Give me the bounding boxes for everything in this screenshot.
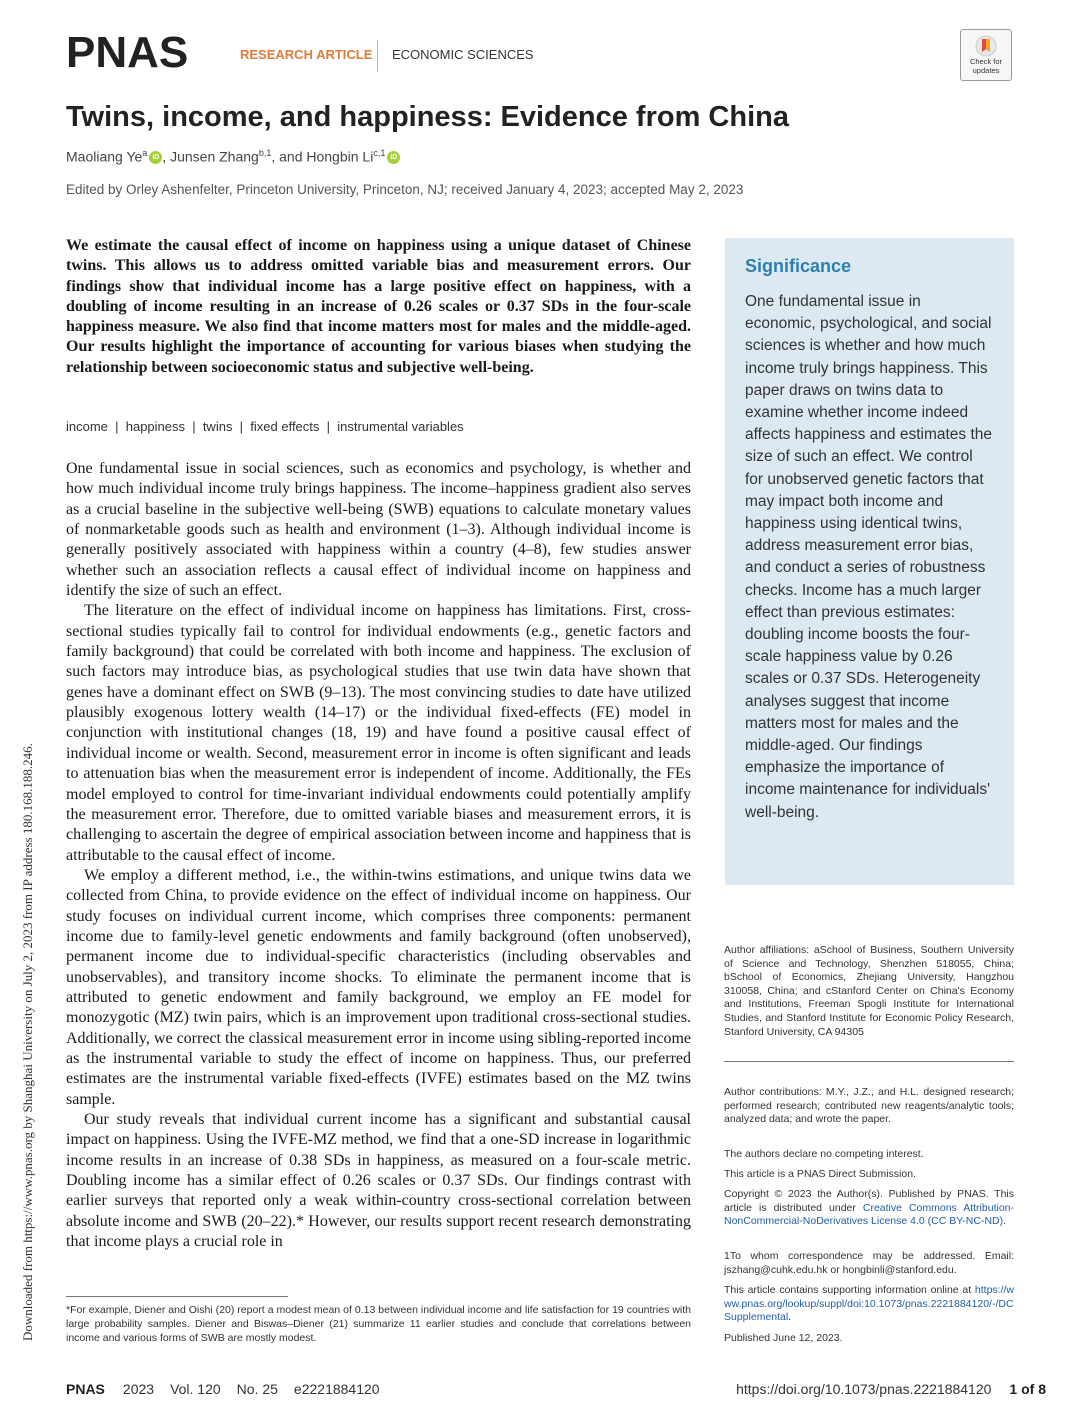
badge-line-1: Check for: [969, 57, 1003, 66]
footer-doi-page: [700, 1381, 1046, 1397]
footer-journal: PNAS: [66, 1381, 105, 1397]
header-divider: [377, 40, 378, 72]
journal-logo: PNAS: [66, 28, 189, 77]
footer-citation: [66, 1381, 396, 1397]
author-name[interactable]: Hongbin Li: [306, 148, 374, 165]
competing-interest: The authors declare no competing interest.: [724, 1148, 924, 1160]
copyright-end: .: [1003, 1215, 1007, 1228]
copyright-text: Copyright © 2023 the Author(s). Published by PNAS. This article is distributed under: [724, 1188, 1014, 1214]
body-paragraph: One fundamental issue in social sciences, such as economics and psychology, is whether and how much individual income truly brings happiness. The income–happiness gradient also serves as a crucial baseline in the subjective well-being (SWB) equations to calculate monetary values of nonmarketable goods such as health and environment (1–3). Although individual income is generally positively associated with happiness within a country (4–8), few studies answer whether such an association reflects a causal effect of individual income on happiness and identify the size of such an effect.: [66, 460, 691, 600]
page-number: 1 of 8: [1009, 1381, 1046, 1397]
author-name[interactable]: Junsen Zhang: [170, 148, 259, 165]
section-label: ECONOMIC SCIENCES: [392, 47, 534, 62]
footnote-divider: [66, 1296, 288, 1297]
author-affiliation-mark: b,1: [258, 148, 272, 158]
supporting-text: This article contains supporting information online at: [724, 1284, 975, 1296]
body-paragraph: Our study reveals that individual current income has a significant and substantial causal impact on happiness. Using the IVFE-MZ method, we find that a one-SD increase in logarithmic income results in an increase of 0.38 SDs in happiness, as measured on a four-scale metric. Doubling income has a similar effect of 0.26 scales or 0.37 SDs. Our findings contrast with earlier surveys that reported only a weak within-country cross-sectional correlation between absolute income and SWB (20–22).* However, our results support recent research demonstrating that income plays a crucial role in: [66, 1111, 691, 1251]
article-title: Twins, income, and happiness: Evidence from China: [66, 101, 789, 133]
significance-text: One fundamental issue in economic, psychological, and social sciences is whether and how much income truly brings happiness. This paper draws on twins data to examine whether income indeed affects happiness and estimates the size of such an effect. We control for unobserved genetic factors that may impact both income and happiness using identical twins, address measurement error bias, and conduct a series of robustness checks. Income has a much larger effect than previous estimates: doubling income boosts the four-scale happiness value by 0.26 scales or 0.37 SDs. Heterogeneity analyses suggest that income matters most for males and the middle-aged. Our findings emphasize the importance of income maintenance for individuals' well-being.: [745, 293, 993, 821]
author-list: [66, 148, 400, 165]
footer-year: 2023: [122, 1381, 155, 1397]
bookmark-icon: [973, 35, 999, 57]
orcid-icon[interactable]: iD: [387, 151, 400, 164]
editor-line: Edited by Orley Ashenfelter, Princeton University, Princeton, NJ; received January 4, 2023; accepted May 2, 2023: [66, 182, 744, 197]
download-watermark: Downloaded from https://www.pnas.org by Shanghai University on July 2, 2023 from IP address 180.168.188.246.: [20, 743, 35, 1341]
body-paragraph: The literature on the effect of individual income on happiness has limitations. First, cross-sectional studies typically fail to control for individual endowments (e.g., genetic factors and family background) that could be correlated with both income and happiness. The exclusion of such factors may introduce bias, as psychological studies that use twin data have shown that genes have a dominant effect on SWB (9–13). The most convincing studies to date have utilized plausibly exogenous lottery wealth (14–17) or the individual fixed-effects (FE) model in conjunction with institutional changes (18, 19) and have found a positive causal effect of individual income or wealth. Second, measurement error in income is often significant and leads to attenuation bias when the measurement error is independent of income. Additionally, the FEs model employed to control for time-invariant individual endowments could potentially amplify the measurement error. Therefore, due to omitted variable biases and measurement errors, it is challenging to ascertain the degree of empirical association between income and happiness that is attributable to the causal effect of income.: [66, 602, 691, 864]
copyright-notice: [724, 1188, 1014, 1229]
author-contributions: Author contributions: M.Y., J.Z., and H.L. designed research; performed research; contributed new reagents/analytic tools; analyzed data; and wrote the paper.: [724, 1086, 1014, 1126]
aside-divider: [724, 1061, 1014, 1062]
main-text: [66, 459, 691, 1252]
footnote: *For example, Diener and Oishi (20) report a modest mean of 0.13 between individual income and life satisfaction for 19 countries with large probability samples. Diener and Biswas–Diener (21) summarize 11 earlier studies and conclude that correlations between income and various forms of SWB are mostly modest.: [66, 1304, 691, 1344]
author-affiliations: Author affiliations: aSchool of Business, Southern University of Science and Technology, Shenzhen 518055, China; bSchool of Economics, Zhejiang University, Hangzhou 310058, China; and cStanford Center on China's Economy and Institutions, Freeman Spogli Institute for International Studies, and Stanford Institute for Economic Policy Research, Stanford University, CA 94305: [724, 944, 1014, 1038]
keywords: income | happiness | twins | fixed effects | instrumental variables: [66, 419, 464, 434]
supporting-end: .: [788, 1311, 792, 1324]
supporting-information: [724, 1284, 1014, 1325]
body-paragraph: We employ a different method, i.e., the within-twins estimations, and unique twins data we collected from China, to provide evidence on the effect of individual income on happiness. Our study focuses on individual current income, which comprises three components: permanent income due to family-level genetic endowments and family background (often unobserved), permanent income due to individual-specific characteristics (including observables and unobservables), and transitory income shocks. To eliminate the permanent income that is attributed to genetic endowment and family background, we employ an FE model for monozygotic (MZ) twin pairs, which is an improvement upon traditional cross-sectional studies. Additionally, we correct the classical measurement error in income using sibling-reported income as the instrumental variable to study the effect of income on happiness. Thus, our preferred estimates are the instrumental variable fixed-effects (IVFE) estimates based on the MZ twins sample.: [66, 866, 691, 1108]
footer-article-id: e2221884120: [293, 1381, 380, 1397]
author-affiliation-mark: c,1: [373, 148, 386, 158]
footer-number: No. 25: [236, 1381, 278, 1397]
check-for-updates-badge[interactable]: [960, 29, 1012, 81]
correspondence-note: 1To whom correspondence may be addressed. Email: jszhang@cuhk.edu.hk or hongbinli@stanford.edu.: [724, 1250, 1014, 1276]
author-separator: , and: [271, 148, 307, 165]
article-type-label: RESEARCH ARTICLE: [240, 47, 373, 62]
footer-volume: Vol. 120: [170, 1381, 221, 1397]
significance-box: [725, 238, 1014, 885]
supplement-link[interactable]: https://www.pnas.org/lookup/suppl/doi:10.1073/pnas.2221884120/-/DCSupplemental: [724, 1284, 1014, 1324]
author-name[interactable]: Maoliang Ye: [66, 148, 143, 165]
significance-title: Significance: [745, 256, 852, 276]
abstract: We estimate the causal effect of income on happiness using a unique dataset of Chinese twins. This allows us to address omitted variable bias and measurement errors. Our findings show that individual income has a large positive effect on happiness, with a doubling of income resulting in an increase of 0.26 scales or 0.37 SDs in the four-scale happiness measure. We also find that income matters most for males and the middle-aged. Our results highlight the importance of accounting for various biases when studying the relationship between socioeconomic status and subjective well-being.: [66, 237, 691, 376]
author-separator: ,: [162, 148, 171, 165]
direct-submission: This article is a PNAS Direct Submission.: [724, 1168, 916, 1180]
doi-link[interactable]: https://doi.org/10.1073/pnas.2221884120: [736, 1381, 992, 1397]
badge-line-2: updates: [972, 66, 1000, 75]
published-date: Published June 12, 2023.: [724, 1332, 843, 1344]
author-affiliation-mark: a: [142, 148, 148, 158]
license-link[interactable]: Creative Commons Attribution-NonCommercial-NoDerivatives License 4.0 (CC BY-NC-ND): [724, 1201, 1014, 1228]
orcid-icon[interactable]: iD: [149, 151, 162, 164]
